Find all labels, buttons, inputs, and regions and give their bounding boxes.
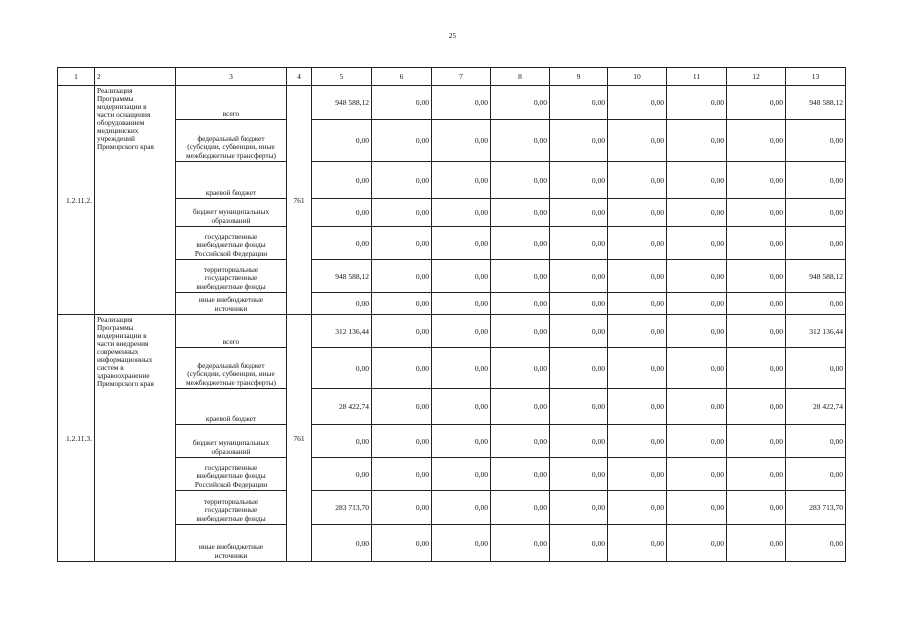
amount-cell: 0,00 <box>667 199 727 227</box>
amount-cell: 0,00 <box>608 227 667 260</box>
funding-source-line: Российской Федерации <box>194 479 268 489</box>
amount-cell: 0,00 <box>491 425 550 458</box>
amount-cell: 0,00 <box>608 458 667 491</box>
amount-cell: 0,00 <box>608 525 667 562</box>
amount-cell: 0,00 <box>550 293 608 315</box>
amount-cell: 0,00 <box>432 425 491 458</box>
page-number: 25 <box>449 32 456 40</box>
funding-source-line: (субсидии, субвенции, иные <box>187 142 275 152</box>
amount-cell: 0,00 <box>786 348 846 389</box>
amount-cell: 0,00 <box>727 162 786 199</box>
header-cell: 3 <box>176 68 287 86</box>
amount-cell: 0,00 <box>312 525 372 562</box>
item-name <box>95 315 176 562</box>
amount-cell: 0,00 <box>727 293 786 315</box>
amount-cell: 0,00 <box>550 199 608 227</box>
amount-cell: 0,00 <box>372 491 432 525</box>
funding-source <box>176 293 287 315</box>
amount-cell: 0,00 <box>786 199 846 227</box>
amount-cell: 0,00 <box>608 162 667 199</box>
funding-source-line: всего <box>222 108 240 118</box>
amount-cell: 0,00 <box>727 348 786 389</box>
amount-cell: 0,00 <box>432 389 491 425</box>
funding-source-line: всего <box>222 336 240 346</box>
funding-source <box>176 120 287 162</box>
item-name-line: Реализация <box>97 315 133 324</box>
header-cell: 10 <box>608 68 667 86</box>
amount-cell: 0,00 <box>667 260 727 293</box>
item-name-line: информационных <box>97 355 153 364</box>
funding-source-line: территориальные <box>203 497 259 507</box>
table-row <box>58 120 846 162</box>
header-cell: 11 <box>667 68 727 86</box>
amount-cell: 0,00 <box>667 525 727 562</box>
header-cell: 2 <box>95 68 176 86</box>
item-name-line: современных <box>97 347 139 356</box>
amount-cell: 0,00 <box>372 525 432 562</box>
amount-cell: 0,00 <box>372 86 432 120</box>
amount-cell: 0,00 <box>667 293 727 315</box>
amount-cell: 948 588,12 <box>786 86 846 120</box>
amount-cell: 948 588,12 <box>312 86 372 120</box>
funding-source-line: внебюджетные фонды <box>196 281 266 291</box>
amount-cell: 0,00 <box>372 348 432 389</box>
amount-cell: 0,00 <box>727 491 786 525</box>
funding-source-line: иные внебюджетные <box>198 295 264 305</box>
funding-source <box>176 162 287 199</box>
amount-cell: 0,00 <box>491 120 550 162</box>
amount-cell: 0,00 <box>312 227 372 260</box>
table-row <box>58 389 846 425</box>
table-row <box>58 260 846 293</box>
amount-cell: 0,00 <box>372 162 432 199</box>
amount-cell: 0,00 <box>372 199 432 227</box>
table-row <box>58 348 846 389</box>
amount-cell: 0,00 <box>432 348 491 389</box>
amount-cell: 0,00 <box>432 315 491 348</box>
funding-source-line: Российской Федерации <box>194 248 268 258</box>
amount-cell: 0,00 <box>550 525 608 562</box>
item-name-line: Программы <box>97 94 134 103</box>
funding-source-line: краевой бюджет <box>205 187 257 197</box>
amount-cell: 0,00 <box>432 162 491 199</box>
funding-source-line: внебюджетные фонды <box>196 471 266 481</box>
amount-cell: 0,00 <box>667 162 727 199</box>
amount-cell: 0,00 <box>608 86 667 120</box>
amount-cell: 0,00 <box>491 315 550 348</box>
funding-source-line: иные внебюджетные <box>198 542 264 552</box>
item-name-line: медицинских <box>97 126 139 135</box>
amount-cell: 0,00 <box>372 260 432 293</box>
amount-cell: 0,00 <box>432 260 491 293</box>
item-name-line: Приморского края <box>97 142 154 151</box>
amount-cell: 0,00 <box>727 458 786 491</box>
amount-cell: 0,00 <box>432 86 491 120</box>
header-cell: 9 <box>550 68 608 86</box>
amount-cell: 0,00 <box>727 120 786 162</box>
funding-source-line: (субсидии, субвенции, иные <box>187 369 275 379</box>
amount-cell: 0,00 <box>786 162 846 199</box>
amount-cell: 0,00 <box>550 260 608 293</box>
header-cell: 6 <box>372 68 432 86</box>
funding-source-line: образований <box>211 215 251 225</box>
amount-cell: 0,00 <box>786 525 846 562</box>
funding-source-line: государственные <box>204 505 258 515</box>
amount-cell: 0,00 <box>491 227 550 260</box>
item-name-line: Программы <box>97 323 134 332</box>
amount-cell: 0,00 <box>727 315 786 348</box>
amount-cell: 0,00 <box>312 348 372 389</box>
amount-cell: 0,00 <box>608 491 667 525</box>
amount-cell: 0,00 <box>727 199 786 227</box>
amount-cell: 0,00 <box>786 458 846 491</box>
table-row <box>58 199 846 227</box>
amount-cell: 0,00 <box>491 525 550 562</box>
amount-cell: 312 136,44 <box>786 315 846 348</box>
header-cell: 1 <box>58 68 95 86</box>
amount-cell: 0,00 <box>608 348 667 389</box>
amount-cell: 0,00 <box>727 389 786 425</box>
funding-source-line: территориальные <box>203 265 259 275</box>
amount-cell: 0,00 <box>786 425 846 458</box>
amount-cell: 0,00 <box>491 293 550 315</box>
table-row <box>58 458 846 491</box>
amount-cell: 0,00 <box>312 458 372 491</box>
item-name-line: систем в <box>97 363 124 372</box>
table-body <box>58 68 846 562</box>
funding-source <box>176 491 287 525</box>
table-row <box>58 425 846 458</box>
funding-source <box>176 389 287 425</box>
amount-cell: 0,00 <box>312 120 372 162</box>
amount-cell: 0,00 <box>312 199 372 227</box>
item-name-line: модернизации в <box>97 331 147 340</box>
header-cell: 12 <box>727 68 786 86</box>
amount-cell: 0,00 <box>432 120 491 162</box>
amount-cell: 0,00 <box>608 389 667 425</box>
amount-cell: 0,00 <box>372 315 432 348</box>
column-4-value: 761 <box>287 86 312 315</box>
amount-cell: 0,00 <box>491 491 550 525</box>
header-row <box>58 68 846 86</box>
funding-source-line: федеральный бюджет <box>197 361 265 371</box>
amount-cell: 0,00 <box>786 120 846 162</box>
amount-cell: 0,00 <box>667 491 727 525</box>
amount-cell: 0,00 <box>608 120 667 162</box>
funding-source-line: межбюджетные трансферты) <box>186 377 276 387</box>
item-code: 1.2.11.2. <box>58 86 95 315</box>
amount-cell: 0,00 <box>608 293 667 315</box>
item-name-line: здравоохранение <box>97 371 150 380</box>
amount-cell: 0,00 <box>312 425 372 458</box>
item-name-line: Приморского края <box>97 379 154 388</box>
item-name-line: учреждений <box>97 134 135 143</box>
amount-cell: 0,00 <box>312 162 372 199</box>
funding-source-line: государственные <box>204 463 258 473</box>
amount-cell: 0,00 <box>550 162 608 199</box>
column-4-value: 761 <box>287 315 312 562</box>
amount-cell: 283 713,70 <box>312 491 372 525</box>
funding-source-line: бюджет муниципальных <box>192 207 270 217</box>
funding-source-line: федеральный бюджет <box>197 134 265 144</box>
amount-cell: 0,00 <box>667 389 727 425</box>
amount-cell: 0,00 <box>372 227 432 260</box>
amount-cell: 948 588,12 <box>786 260 846 293</box>
amount-cell: 0,00 <box>786 227 846 260</box>
amount-cell: 0,00 <box>608 260 667 293</box>
amount-cell: 0,00 <box>432 293 491 315</box>
funding-source <box>176 199 287 227</box>
amount-cell: 283 713,70 <box>786 491 846 525</box>
amount-cell: 0,00 <box>667 227 727 260</box>
amount-cell: 0,00 <box>491 348 550 389</box>
funding-source-line: бюджет муниципальных <box>192 438 270 448</box>
item-name-line: оборудованием <box>97 118 145 127</box>
item-name-line: Реализация <box>97 86 133 95</box>
amount-cell: 0,00 <box>550 227 608 260</box>
item-name-line: части внедрения <box>97 339 149 348</box>
funding-source <box>176 348 287 389</box>
table-row <box>58 491 846 525</box>
amount-cell: 0,00 <box>727 227 786 260</box>
amount-cell: 28 422,74 <box>312 389 372 425</box>
item-name-line: модернизации в <box>97 102 147 111</box>
amount-cell: 0,00 <box>372 293 432 315</box>
amount-cell: 0,00 <box>550 315 608 348</box>
amount-cell: 0,00 <box>491 199 550 227</box>
amount-cell: 0,00 <box>372 425 432 458</box>
amount-cell: 0,00 <box>608 425 667 458</box>
funding-source <box>176 227 287 260</box>
amount-cell: 0,00 <box>667 86 727 120</box>
header-cell: 13 <box>786 68 846 86</box>
amount-cell: 0,00 <box>550 389 608 425</box>
funding-source-line: краевой бюджет <box>205 413 257 423</box>
amount-cell: 0,00 <box>727 425 786 458</box>
header-cell: 7 <box>432 68 491 86</box>
funding-source-line: источники <box>214 550 248 560</box>
funding-source-line: источники <box>214 303 248 313</box>
amount-cell: 0,00 <box>550 86 608 120</box>
amount-cell: 0,00 <box>432 525 491 562</box>
amount-cell: 0,00 <box>550 120 608 162</box>
header-cell: 5 <box>312 68 372 86</box>
header-cell: 4 <box>287 68 312 86</box>
amount-cell: 0,00 <box>491 162 550 199</box>
funding-source-line: государственные <box>204 232 258 242</box>
header-cell: 8 <box>491 68 550 86</box>
amount-cell: 0,00 <box>727 260 786 293</box>
funding-source <box>176 525 287 562</box>
amount-cell: 0,00 <box>491 86 550 120</box>
amount-cell: 0,00 <box>786 293 846 315</box>
amount-cell: 0,00 <box>372 389 432 425</box>
item-name-line: части оснащения <box>97 110 151 119</box>
table-row <box>58 525 846 562</box>
funding-source <box>176 315 287 348</box>
amount-cell: 0,00 <box>491 389 550 425</box>
amount-cell: 0,00 <box>727 86 786 120</box>
amount-cell: 0,00 <box>608 315 667 348</box>
amount-cell: 28 422,74 <box>786 389 846 425</box>
amount-cell: 0,00 <box>432 199 491 227</box>
budget-table <box>57 67 846 562</box>
funding-source <box>176 86 287 120</box>
amount-cell: 0,00 <box>550 348 608 389</box>
item-code: 1.2.11.3. <box>58 315 95 562</box>
amount-cell: 0,00 <box>608 199 667 227</box>
amount-cell: 0,00 <box>550 458 608 491</box>
funding-source-line: внебюджетные фонды <box>196 513 266 523</box>
table-row <box>58 315 846 348</box>
amount-cell: 0,00 <box>667 120 727 162</box>
amount-cell: 0,00 <box>667 425 727 458</box>
amount-cell: 0,00 <box>491 260 550 293</box>
amount-cell: 0,00 <box>432 458 491 491</box>
amount-cell: 0,00 <box>372 458 432 491</box>
funding-source-line: образований <box>211 446 251 456</box>
funding-source-line: межбюджетные трансферты) <box>186 150 276 160</box>
funding-source <box>176 260 287 293</box>
amount-cell: 0,00 <box>432 227 491 260</box>
amount-cell: 0,00 <box>667 315 727 348</box>
amount-cell: 0,00 <box>667 458 727 491</box>
table-row <box>58 162 846 199</box>
table-row <box>58 86 846 120</box>
amount-cell: 0,00 <box>667 348 727 389</box>
table-row <box>58 227 846 260</box>
amount-cell: 0,00 <box>372 120 432 162</box>
amount-cell: 0,00 <box>312 293 372 315</box>
funding-source-line: внебюджетные фонды <box>196 240 266 250</box>
item-name <box>95 86 176 315</box>
table-row <box>58 293 846 315</box>
amount-cell: 948 588,12 <box>312 260 372 293</box>
funding-source-line: государственные <box>204 273 258 283</box>
amount-cell: 0,00 <box>727 525 786 562</box>
amount-cell: 0,00 <box>491 458 550 491</box>
amount-cell: 0,00 <box>550 491 608 525</box>
amount-cell: 0,00 <box>432 491 491 525</box>
amount-cell: 312 136,44 <box>312 315 372 348</box>
funding-source <box>176 425 287 458</box>
funding-source <box>176 458 287 491</box>
amount-cell: 0,00 <box>550 425 608 458</box>
